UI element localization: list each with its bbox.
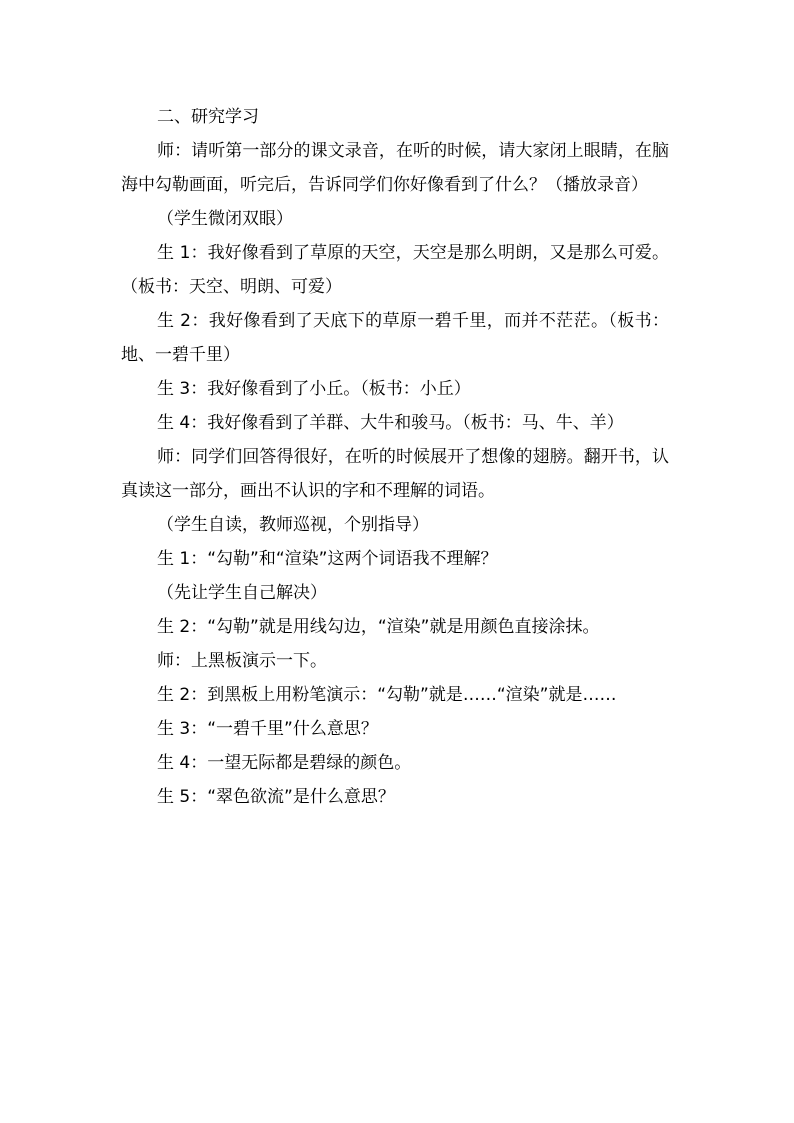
paragraph: （学生自读，教师巡视，个别指导） — [157, 515, 429, 535]
paragraph: 生 2：“勾勒”就是用线勾边，“渲染”就是用颜色直接涂抹。 — [157, 617, 600, 637]
paragraph: 生 5：“翠色欲流”是什么意思？ — [157, 787, 395, 807]
paragraph: （学生微闭双眼） — [157, 209, 293, 229]
paragraph: 生 4：一望无际都是碧绿的颜色。 — [157, 753, 412, 773]
paragraph: 师：上黑板演示一下。 — [157, 651, 327, 671]
paragraph: 生 2：我好像看到了天底下的草原一碧千里，而并不茫茫。（板书：地、一碧千里） — [121, 311, 669, 365]
paragraph: 生 2：到黑板上用粉笔演示：“勾勒”就是……“渲染”就是…… — [157, 685, 617, 705]
paragraph: 生 3：“一碧千里”什么意思？ — [157, 719, 378, 739]
paragraph: 生 3：我好像看到了小丘。（板书：小丘） — [157, 379, 471, 399]
paragraph: 生 4：我好像看到了羊群、大牛和骏马。（板书：马、牛、羊） — [157, 413, 624, 433]
paragraph: （先让学生自己解决） — [157, 583, 327, 603]
paragraph: 师：同学们回答得很好，在听的时候展开了想像的翅膀。翻开书，认真读这一部分，画出不认识的字和不理解的词语。 — [121, 447, 669, 501]
document-body — [121, 100, 669, 814]
section-heading: 二、研究学习 — [157, 107, 259, 127]
paragraph: 师：请听第一部分的课文录音，在听的时候，请大家闭上眼睛，在脑海中勾勒画面，听完后，告诉同学们你好像看到了什么？（播放录音） — [121, 141, 669, 195]
paragraph: 生 1：“勾勒”和“渲染”这两个词语我不理解？ — [157, 549, 498, 569]
paragraph: 生 1：我好像看到了草原的天空，天空是那么明朗，又是那么可爱。（板书：天空、明朗、可爱） — [121, 243, 669, 297]
